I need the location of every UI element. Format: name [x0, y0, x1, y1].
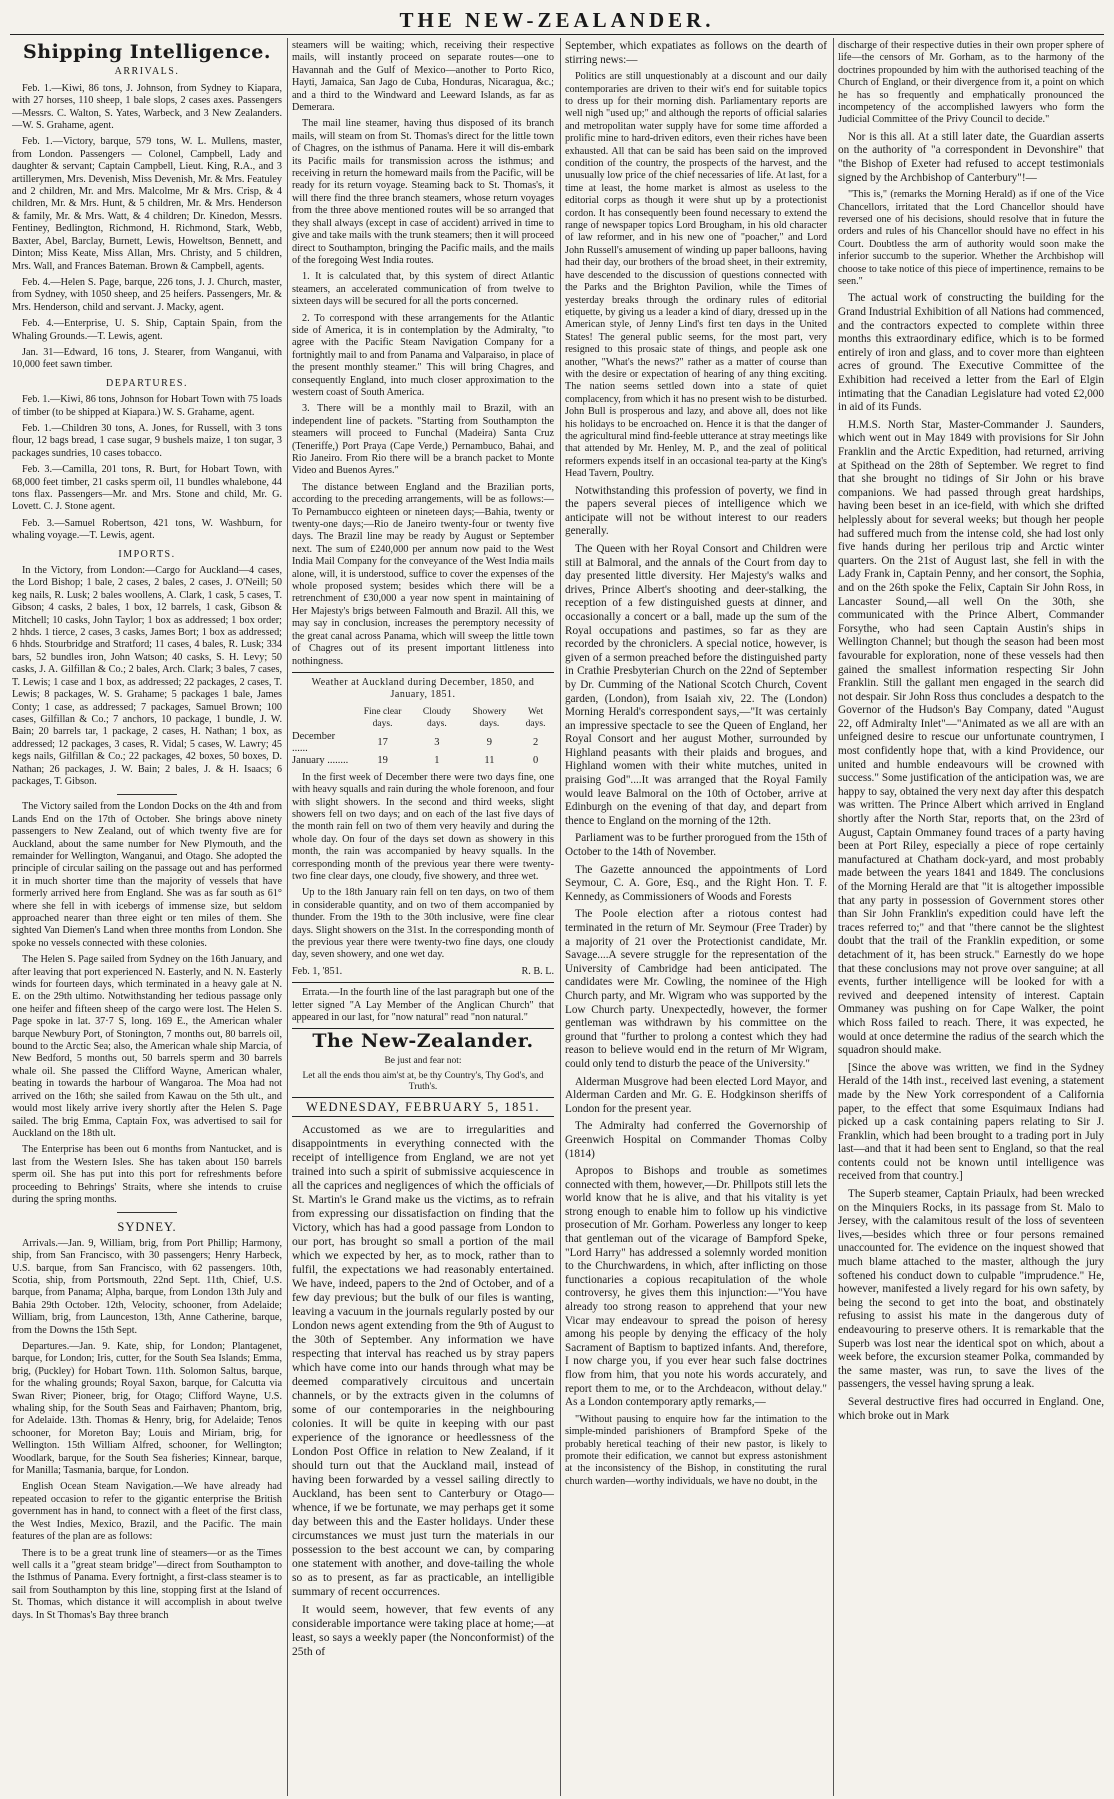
weather-table [292, 706, 554, 768]
arrivals-label: ARRIVALS. [114, 66, 180, 78]
quoted-paragraph: Politics are still unquestionably at a discount and our daily contemporaries are driven to their wit's end for suitable topics to dress up for their morning dish. Parliamentary reports are well nigh "used up;" and although the reports of official salaries and metropolitan water supply have for some time afforded a prolific mine to hard-driven editors, even their riches have been exhausted. All that can be said has been said on the improved condition of the country, the prospects of the harvest, and the unusually low price of the chief necessaries of life. At last, for a time at least, the home market is almost as useless to the editorial corps as though it were shut up by a protectionist cordon. It has consequently been found necessary to extend the range of newspaper topics Lord Brougham, in his old character of law reformer, and in his new one of "poacher," and Lord John Russell's amusement of winding up paper balloons, having had their day, our brothers of the broad sheet, in their extremity, have descended to the discussion of questions connected with the Parks and the Brighton Pavilion, while the Times of yesterday breaks through the ordinary rules of editorial etiquette, by giving us a leader a kind of diary, dressed up in the American style, of Jenny Lind's first ten days in the United States! The general public seems, for the most part, very resigned to this prosaic state of things, and people ask one another, "What's the news?" rather as a matter of course than with the desire or expectation of hearing of any thing exciting. The nation seems settled down into a state of quiet complacency, from which it has no present wish to be disturbed. John Bull is prosperous and lazy, and above all, does not like his holidays to be encroached on. Hence it is that the danger of the agricultural mind find-feeble utterance at stray meetings like that attended by Mr. Henley, M. P., and the zeal of political reformers expends itself in an occasional tea-party at the King's Head Tavern, Poultry. [565, 71, 827, 480]
arrival-entry: Feb. 4.—Helen S. Page, barque, 226 tons, J. J. Church, master, from Sydney, with 1050 sheep, and 25 heifers. Passengers, Mr. & Mrs. Henderson, child and servant. J. Macky, agent. [12, 276, 282, 313]
article-paragraph: The distance between England and the Brazilian ports, according to the preceding arrangements, will be as follows:—To Pernambucco eighteen or nineteen days;—Bahia, twenty or twenty-one days;—Rio de Janeiro twenty-four or twenty five days. The Brazil line may be ready by August or September next. The sum of £240,000 per annum now paid to the West India Mail Company for the conveyance of the West India mails alone, will, it is understood, suffice to cover the expenses of the whole proposed system; besides which there will be a retrenchment of £30,000 a year now spent in maintaining of Her Majesty's brigs between Falmouth and Brazil. All this, we may say in conclusion, increases the peremptory necessity of the great canal across Panama, which will sweep the little town of Chagres out of its present important littleness into nothingness. [292, 481, 554, 667]
column-2 [292, 40, 554, 1795]
leader-paragraph: It would seem, however, that few events of any considerable importance were taking place at home;—at least, so says a weekly paper (the Nonconformist) of the 25th of [292, 1603, 554, 1659]
column-1 [12, 40, 282, 1795]
column-rule [560, 38, 561, 1796]
article-paragraph: The Admiralty had conferred the Governorship of Greenwich Hospital on Commander Thomas Colby (1814) [565, 1120, 827, 1160]
article-paragraph: The Queen with her Royal Consort and Children were still at Balmoral, and the annals of the Court from day to day presented little diversity. Her Majesty's walks and drives, Prince Albert's shooting and deer-stalking, the reception of a few distinguished guests at dinner, and occasionally a concert or a ball, made up the sum of the Royal occupations and pastimes, so far as they are recorded by the chroniclers. A special notice, however, is given of a sermon preached before the distinguished party in Crathie Presbyterian Church on the 22nd of September by Dr. Cumming of the National Scotch Church, Covent garden, (London), from Isaiah xiv, 22. The (London) Morning Herald's correspondent says,—"It was certainly an impressive spectacle to see the Queen of England, her Royal Consort and her august Mother, surrounded by Highland peasants with their plaids and brogues, and Highland women with their white mutches, united in praising God"....It was arranged that the Royal Family would leave Balmoral on the 10th of October, arrive at Edinburgh on the evening of that day, and depart from thence to England on the morning of the 12th. [565, 542, 827, 827]
errata: Errata.—In the fourth line of the last paragraph but one of the letter signed "A Lay Member of the Anglican Church" that appeared in our last, for "now natural" read "non natural." [292, 987, 554, 1024]
motto-line-1: Be just and fear not: [384, 1055, 462, 1066]
weather-signoff [292, 966, 554, 978]
divider [117, 794, 177, 795]
masthead: THE NEW-ZEALANDER. [399, 8, 715, 32]
weather-header: Wet days. [525, 706, 546, 730]
imports-text: In the Victory, from London:—Cargo for Auckland—4 cases, the Lord Bishop; 1 bale, 2 cases, 2 bales, 2 cases, J. O'Neill; 50 keg nails, R. Lusk; 2 bales woollens, A. Clark, 1 cask, 5 cases, T. Gibson; 4 casks, 2 bales, 1 box, 12 barrels, 1 cask, Gibson & Mitchell; 10 casks, John Taylor; 1 box as addressed; 1 box order; 2 hhds. 1 tierce, 2 cases, 3 casks, James Bort; 1 box as addressed; 6 hhds. Stourbridge and Stratford; 11 cases, 4 bales, R. Lusk; 334 bars, 52 bundles iron, John Watson; 40 casks, S. H. Levy; 50 casks, J. A. Gilfillan & Co.; 2 bales, Arch. Clark; 3 bales, 7 cases, T. Lewis; 1 case and 1 box, as addressed; 22 packages, 2 cases, T. Lewis; 8 packages, W. S. Grahame; 5 packages 1 bale, James Conty; 1 case, as addressed; 7 packages, Samuel Brown; 100 cases, Gilfillan & Co.; 7 anchors, 10 package, 1 bundle, J. W. Bain; 20 barrels tar, 1 package, 2 cases, H. Nathan; 1 box, as addressed; 12 packages, 3 cases, R. Vidal; 5 cases, W. Lawry; 45 kegs nails, Gilfillan & Co.; 22 packages, 42 boxes, 50 boxes, D. Nathan; 26 packages, J. W. Bain; 2 bales, J. & H. Isaacs; 6 packages, T. Gibson. [12, 565, 282, 787]
article-paragraph: The Gazette announced the appointments of Lord Seymour, C. A. Gore, Esq., and the Right Hon. T. F. Kennedy, as Commissioners of Woods and Forests [565, 863, 827, 903]
weather-header [292, 706, 353, 731]
shipping-paragraph: The Helen S. Page sailed from Sydney on the 16th January, and after leaving that port experienced N. Easterly, and N. N. Easterly winds for fourteen days, which terminated in a heavy gale at N. E. on the 29th ultimo. Notwithstanding her tedious passage only one heifer and fifteen sheep of the cargo were lost. The Helen S. Page spoke in lat. 37·7 S, long. 169 E., the American whaler barque Newbury Port, of Stonington, 7 months out, 80 barrels oil, bound to the Arctic Sea; also, the American whale ship Marcia, of New Bedford, 5 months out, 50 barrels sperm and 30 barrels whale oil. She passed the Clifford Wayne, American whaler, beating in towards the harbour of Wangaroa. The Moa had not arrived on the 16th; she sailed from Kawau on the 5th ult., and would most likely arrive ivery shortly after the Helen S. Page sailed. The brig Emma, Captain Fox, was advertised to sail for Auckland on the 18th ult. [12, 954, 282, 1139]
quoted-paragraph: "Without pausing to enquire how far the intimation to the simple-minded parishioners of Brampford Speke of the probably heretical teaching of their new pastor, is likely to promote their edification, we cannot but express astonishment at the inconsistency of the Bishop, in constituting the rural church warden—worthy individuals, we have no doubt, in the [565, 1413, 827, 1487]
motto-line-2: Let all the ends thou aim'st at, be thy Country's, Thy God's, and Truth's. [302, 1070, 544, 1092]
departure-entry: Feb. 3.—Samuel Robertson, 421 tons, W. Washburn, for whaling voyage.—T. Lewis, agent. [12, 517, 282, 542]
sydney-paragraph: Arrivals.—Jan. 9, William, brig, from Port Phillip; Harmony, ship, from San Francisco, with 30 passengers; Henry Harbeck, U.S. barque, from San Francisco, with 62 passengers. 10th, Scotia, ship, from Portsmouth, 22nd Sept. 11th, Chief, U.S. barque, from Panama; Alpha, barque, from London 13th July and Bahia 29th October. 12th, Velocity, schooner, from Adelaide; William, brig, from Launceston, 13th, Anne Catherine, barque, from the Downs the 15th Sept. [12, 1237, 282, 1336]
weather-header: Cloudy days. [422, 706, 451, 730]
divider [292, 1028, 554, 1029]
quoted-paragraph: discharge of their respective duties in their own proper sphere of life—the censors of Mr. Gorham, as to the harmony of the doctrines propounded by him with the authorised teaching of the Church of England, or their divergence from it, a point on which he has so frequently and emphatically pronounced the incompetency of the accomplished lawyers who form the Judicial Committee of the Privy Council to decide." [838, 40, 1104, 126]
divider [292, 982, 554, 983]
weather-cell: December ...... [292, 730, 336, 754]
sydney-heading: SYDNEY. [117, 1220, 177, 1235]
divider [117, 1212, 177, 1213]
sydney-paragraph: Departures.—Jan. 9. Kate, ship, for London; Plantagenet, barque, for London; Iris, cutter, for the South Sea Islands; Emma, brig, (Puckley) for Hobart Town. 11th. Solomon Saltus, barque, for the whaling grounds; Royal Saxon, barque, for Calcutta via Swan River; Pioneer, brig, for Otago; Clifford Wayne, U.S. whaling ship, for the South Seas and Fairhaven; Phantom, brig, for Adelaide. 13th. Thomas & Henry, brig, for Adelaide; Tenos schooner, for Moreton Bay; Louis and Miriam, brig, for Wellington. 15th William Alfred, schooner, for Wellington; Woodlark, barque, for the South Sea fisheries; Kinnear, barque, for Manilla; Tasmania, barque, for London. [12, 1341, 282, 1477]
shipping-heading: Shipping Intelligence. [23, 41, 271, 63]
nz-title: The New-Zealander. [312, 1030, 534, 1053]
shipping-paragraph: The Victory sailed from the London Docks on the 4th and from Lands End on the 17th of October. She brings above ninety passengers to New Zealand, out of which twenty five are for Auckland, about the same number for New Plymouth, and the remainder for Wellington, Wanganui, and Otago. She adopted the principle of circular sailing on the passage out and has performed it in much shorter time than the majority of vessels that have formerly arrived here from England. She was as far south as 61° where she fell in with icebergs of immense size, but seldom approached nearer than three eight or ten miles of them. She sighted Van Diemen's Land when three months from London. She spoke no vessels connected with these colonies. [12, 801, 282, 949]
weather-header: Showery days. [472, 706, 507, 730]
weather-cell: 1 [434, 755, 440, 767]
leader-paragraph: Accustomed as we are to irregularities and disappointments in everything connected with the receipt of intelligence from England, we are not yet trained into such a spirit of submissive acquiescence in all the caprices and negligences of which the officials of St. Martin's le Grand make us the victims, as to refrain from expressing our dissatisfaction on finding that the Victory, which has had a good passage from London to our port, has brought so small a portion of the mail which we expected by her, as to mock, rather than to fulfil, the expectations we had reasonably entertained. We have, indeed, papers to the 2nd of October, and of a few day previous; but the bulk of our files is wanting, leaving a vacuum in the journals regularly posted by our London news agent extending from the 9th of August to the 30th of September. Any information we have respecting that interval has reached us by stray papers which have come into our hands through what may be deemed comparatively circuitous and uncertain channels, or by the extracts given in the columns of some of our contemporaries in the neighbouring colonies. It will be quite in keeping with our past experience of the ignorance or heedlessness of the London Post Office in relation to New Zealand, if it should turn out that the Auckland mail, instead of having been forwarded by a vessel sailing directly to Auckland, has been sent to Canterbury or Otago—whence, if we be fortunate, we may perhaps get it some day between this and the Easter holidays. Under these circumstances we must just turn the materials in our possession to the best account we can, by comparing one statement with another, and dove-tailing the whole so as to present, as far as practicable, an intelligible summary of recent occurrences. [292, 1123, 554, 1599]
article-paragraph: The actual work of constructing the building for the Grand Industrial Exhibition of all Nations had commenced, and the contractors expected to complete within three months this extraordinary edifice, which is to be formed entirely of iron and glass, and to cover more than eighteen acres of ground. The Executive Committee of the Exhibition had received a letter from the Earl of Elgin intimating that the Canadian Legislature had voted £2,000 in aid of its Funds. [838, 292, 1104, 414]
weather-cell: 19 [377, 755, 388, 767]
departure-entry: Feb. 3.—Camilla, 201 tons, R. Burt, for Hobart Town, with 68,000 feet timber, 21 casks sperm oil, 11 bundles whalebone, 44 tons flax. Passengers—Mr. and Mrs. Stone and child, Mr. G. Lovett. C. J. Stone agent. [12, 464, 282, 513]
signoff-date: Feb. 1, '851. [292, 965, 343, 977]
article-paragraph: 3. There will be a monthly mail to Brazil, with an independent line of packets. "Starting from Southampton the steamers will proceed to Funchal (Madeira) Santa Cruz (Teneriffe,) Port Praya (Cape Verde,) Pernambuco, Bahai, and Rio Janeiro. From Rio there will be a branch packet to Monte Video and Buenos Ayres." [292, 403, 554, 477]
article-paragraph: Alderman Musgrove had been elected Lord Mayor, and Alderman Carden and Mr. G. E. Hodgkinson sheriffs of London for the present year. [565, 1075, 827, 1115]
weather-cell: 9 [486, 736, 493, 748]
shipping-paragraph: The Enterprise has been out 6 months from Nantucket, and is last from the Western Isles. She has taken about 150 barrels sperm oil. She has put into this port for refreshments before proceeding to Behrings' Straits, where she intends to cruise during the spring months. [12, 1144, 282, 1205]
article-paragraph: The mail line steamer, having thus disposed of its branch mails, will steam on from St. Thomas's direct for the little town of Chagres, on the isthmus of Panama. Here it will dis-embark its Pacific mails for transmission across the isthmus; and receiving in return the homeward mails from the Pacific, will be ready for its return voyage. Steaming back to St. Thomas's, it will there find the three branch steamers, whose return voyages from the three above mentioned routes will be so arranged that they shall always (except in case of accident) arrived in time to give and take mails with the trunk steamers; then it will proceed direct to Southampton, bringing the Pacific mails, and the mails of the foregoing West India routes. [292, 118, 554, 266]
departure-entry: Feb. 1.—Kiwi, 86 tons, Johnson for Hobart Town with 75 loads of timber (to be shipped at Kiapara.) W. S. Grahame, agent. [12, 394, 282, 418]
sydney-paragraph: English Ocean Steam Navigation.—We have already had repeated occasion to refer to the gigantic enterprise the British government has in hand, to connect with a fleet of the first class, the West Indies, Mexico, Brazil, and the Pacific. The main features of the plan are as follows: [12, 1481, 282, 1543]
article-paragraph: The Poole election after a riotous contest had terminated in the return of Mr. Seymour (Free Trader) by a majority of 21 over the Protectionist candidate, Mr. Savage....A severe struggle for the representation of the University of Cambridge had been anticipated. The candidates were Mr. Cowling, the nominee of the High Church party, and Mr. Wigram who was supported by the Low Church party. Unexpectedly, however, the former gentleman was withdrawn by his committee on the ground that "further to prolong a contest which they had reason to believe would end in the return of Mr Wigram, could only tend to disturb the peace of the University." [565, 908, 827, 1070]
article-paragraph: 2. To correspond with these arrangements for the Atlantic side of America, it is in contemplation by the Admiralty, "to agree with the Pacific Steam Navigation Company for a fortnightly mail to and from Panama and Valparaiso, in place of the present monthly steamer." This will bring Chagres, and consequently England, into much closer approximation to the western coast of South America. [292, 312, 554, 398]
article-paragraph: 1. It is calculated that, by this system of direct Atlantic steamers, an accelerated communication of from twelve to sixteen days will be secured for all the ports concerned. [292, 271, 554, 308]
article-paragraph: Notwithstanding this profession of poverty, we find in the papers several pieces of intelligence which we anticipate will not be without interest to our readers generally. [565, 484, 827, 538]
column-4 [838, 40, 1104, 1795]
article-paragraph: Parliament was to be further prorogued from the 15th of October to the 14th of November. [565, 832, 827, 859]
sydney-paragraph: There is to be a great trunk line of steamers—or as the Times well calls it a "great steam bridge"—direct from Southampton to the Isthmus of Panama. Every fortnight, a first-class steamer is to sail from Southampton by this line, stopping first at the Island of St. Thomas, which distance it will accomplish in about twelve days. In St Thomas's Bay three branch [12, 1547, 282, 1621]
table-row [292, 731, 554, 756]
weather-paragraph: Up to the 18th January rain fell on ten days, on two of them in considerable quantity, and on two of them accompanied by thunder. From the 19th to the 30th inclusive, were fine clear days. Slight showers on the 31st. In the corresponding month of the previous year there were twenty-two fine days, one cloudy day, seven showery, and one wet day. [292, 887, 554, 961]
departure-entry: Feb. 1.—Children 30 tons, A. Jones, for Russell, with 3 tons flour, 12 bags bread, 1 case sugar, 9 bushels maize, 1 ton sugar, 3 packages sundries, 10 cases tobacco. [12, 422, 282, 459]
weather-paragraph: In the first week of December there were two days fine, one with heavy squalls and rain during the whole forenoon, and four with slight showers. In the second and third weeks, slight showers fell on two days; and on each of the last five days of the month rain fell on two of them very heavily and during the whole day. On four of the days set down as showery in this month, the rain was accompanied by heavy squalls. In the corresponding month of the previous year there were twenty-two fine clear days, one cloudy, five showery, and three wet. [292, 771, 554, 882]
column-3 [565, 40, 827, 1795]
arrival-entry: Feb. 1.—Victory, barque, 579 tons, W. L. Mullens, master, from London. Passengers — Colonel, Campbell, Lady and daughter & servant; Captain Campbell, Lieut. King, R.A., and 3 artillerymen, Mrs. Devenish, Miss Devenish, Mr. & Mrs. Featuley and 2 children, Mr. and Mrs. Malcolme, Mr & Mrs. Crisp, & 4 children, Mr. & Mrs. Hunt, & 5 children, Mr. & Mrs. Henderson & family, Mr. & Mrs. Watt, & 4 children; Dr. Kinedon, Messrs. Fentiney, Bedlington, Richmond, H. Richmond, Stark, Webb, Baxter, Abel, Barclay, Burnett, Lewis, Howeltson, Bennett, and Dinton; Miss Keate, Miss Allan, Mrs. Christy, and 5 children, Mrs. Wall, and Frances Bateman. Brown & Campbell, agents. [12, 136, 282, 272]
column-rule [287, 38, 288, 1796]
arrival-entry: Feb. 1.—Kiwi, 86 tons, J. Johnson, from Sydney to Kiapara, with 27 horses, 110 sheep, 1 bale slops, 2 cases axes. Passengers—Messrs. C. Walton, S. Yates, Warbeck, and 3 New Zealanders.—W. S. Grahame, agent. [12, 82, 282, 132]
column-rule [833, 38, 834, 1796]
weather-cell: 11 [484, 755, 495, 767]
weather-cell: January ........ [292, 755, 349, 767]
imports-label: IMPORTS. [118, 548, 176, 560]
departures-label: DEPARTURES. [106, 377, 188, 389]
weather-cell: 0 [532, 755, 539, 767]
article-paragraph: Several destructive fires had occurred in England. One, which broke out in Mark [838, 1395, 1104, 1422]
quoted-paragraph: "This is," (remarks the Morning Herald) as if one of the Vice Chancellors, irritated that the Lord Chancellor should have reversed one of his decisions, should resolve that in future the orders and rules of his Chancellor should have no effect in his Court. Doubtless the arm of authority would soon make the inferior succumb to the superior. Whether the Archbishop will choose to take notice of this piece of impertinence, remains to be seen." [838, 189, 1104, 288]
weather-cell: 3 [434, 736, 440, 748]
article-paragraph: September, which expatiates as follows on the dearth of stirring news:— [565, 40, 827, 66]
masthead-rule [10, 34, 1104, 35]
weather-cell: 17 [377, 736, 388, 748]
weather-title: Weather at Auckland during December, 1850, and January, 1851. [311, 676, 535, 701]
weather-header: Fine clear days. [363, 706, 402, 730]
divider [292, 672, 554, 673]
article-paragraph: [Since the above was written, we find in the Sydney Herald of the 14th inst., received last evening, a statement made by the New York correspondent of a California paper, to the effect that some Esquimaux Indians had picked up a cask containing papers relating to Sir J. Franklin, which had been brought to a trading port in July last—and that it had been sent to England, so that the real contents could not be known until intelligence was received from that country.] [838, 1061, 1104, 1183]
article-paragraph: Apropos to Bishops and trouble as sometimes connected with them, however,—Dr. Phillpots still lets the world know that he is alive, and that his vitality is yet strong enough to enable him to follow up his vindictive prosecution of Mr. Gorham. Powerless any longer to keep that gentleman out of the vicarage of Bampford Speke, "Lord Harry" has addressed a solemnly worded monition to the Churchwardens, in which, after inflicting on those functionaries a copious recapitulation of the whole controversy, he gives them this injunction:—"You have already too strong reason to apprehend that your new Vicar may endeavour to spread the poison of heresy among his people by denying the efficacy of the holy Sacrament of Baptism to baptized infants. And, therefore, I now charge you, if you ever hear such false doctrines flow from him, that you note his words accurately, and report them to me, or to the Archdeacon, without delay." As a London contemporary aptly remarks,— [565, 1165, 827, 1409]
arrival-entry: Jan. 31—Edward, 16 tons, J. Stearer, from Wanganui, with 10,000 feet sawn timber. [12, 346, 282, 371]
article-paragraph: Nor is this all. At a still later date, the Guardian asserts on the authority of "a correspondent in Devonshire" that "the Bishop of Exeter had refused to accept testimonials signed by the Archbishop of Canterbury"!— [838, 130, 1104, 184]
dateline: WEDNESDAY, FEBRUARY 5, 1851. [292, 1097, 554, 1117]
signoff-initials: R. B. L. [521, 965, 554, 977]
article-paragraph: steamers will be waiting; which, receiving their respective mails, will instantly proceed on separate routes—one to Havannah and the Gulf of Mexico—another to Porto Rico, Hayti, Jamaica, San Jago de Cuba, Honduras, Nicaragua, &c.; and a third to the Windward and Leeward Islands, as far as Demerara. [292, 40, 554, 114]
table-row [292, 755, 554, 767]
article-paragraph: The Superb steamer, Captain Priaulx, had been wrecked on the Minquiers Rocks, in its passage from St. Malo to Jersey, with the calamitous result of the loss of seventeen lives,—besides which three or four persons remained unaccounted for. The evidence on the inquest showed that much blame attached to the master, although the jury softened his conduct down to culpable "imprudence." He, however, manifested a lively regard for his own safety, by being the second to get into the boat, and obstinately refusing to assist his mate in the dangerous duty of endeavouring to preserve others. It is remarkable that the Superb was lost near the identical spot on which, about a week before, the excursion steamer Polka, commanded by the same master, was run, to save the lives of the passengers, the vessel having sprung a leak. [838, 1188, 1104, 1391]
weather-cell: 2 [532, 736, 539, 748]
article-paragraph: H.M.S. North Star, Master-Commander J. Saunders, which went out in May 1849 with provisions for Sir John Franklin and the Arctic Expedition, had returned, arriving at Spithead on the 28th of September. We regret to find that she brought no tidings of Sir John or his brave companions. We had passed through great hardships, having been beset in an ice-field, with which she drifted helplessly about for several weeks; but though her people had suffered much from the intense cold, she had lost only five hands during her perilous trip and Arctic winter quarters. On the 21st of August last, she fell in with the Lady Frank in, Captain Penny, and her consort, the Sophia, and on the 26th spoke the Felix, Captain Sir John Ross, in Lancaster Sound,—all well On the 30th, she communicated with the Prince Albert, Commander Forsythe, who had seen Captain Austin's ships in Wellington Channel; but though the season had been most favourable for exploration, none of these vessels had then gained the smallest information respecting Sir John Franklin. Still the gallant men engaged in the search did not despair. Sir John Ross thus concludes a despatch to the Governor of the Hudson's Bay Company, dated "August 22, off Admiralty Inlet"—"Animated as we all are with an unfeigned desire to rescue our unfortunate countrymen, I most confidently hope that, with a kind Providence, our united and humble endeavours will be crowned with success." Some justification of the anticipation was, we are happy to say, obtained the very next day after this despatch was written. The Prince Albert which arrived in England shortly after the North Star, reports that, on the 23rd of August, Captain Ommaney found traces of a party having been at Port Riley, especially a piece of rope certainly manufactured at Chatham dock-yard, and most probably made between the years 1841 and 1849. The conclusions of the Morning Herald are that "it is altogether impossible that any party in possession of Government stores other than Sir John Franklin's expedition could have left the traces referred to;" and that "there cannot be the slightest doubt that the trail of the Franklin expedition, or some detachment of it, has been struck." Earnestly do we hope that these conclusions may not prove over sanguine; at all events, further intelligence will be looked for with a revived and deepened intensity of interest. Captain Ommaney was pushing on for Cape Walker, the point which Ross failed to reach. There, it was expected, he would at once determine the radius of the search which the squadron should make. [838, 418, 1104, 1057]
arrival-entry: Feb. 4.—Enterprise, U. S. Ship, Captain Spain, from the Whaling Grounds.—T. Lewis, agent. [12, 318, 282, 342]
